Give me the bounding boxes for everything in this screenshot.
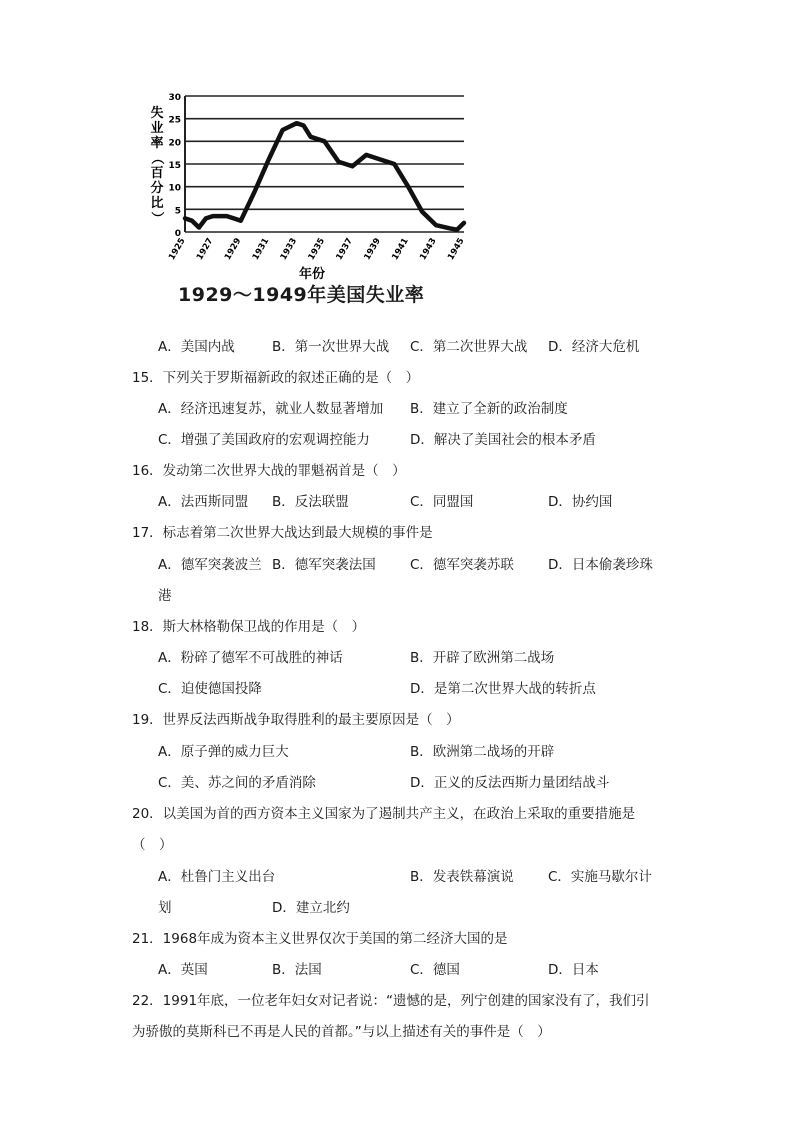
series-line xyxy=(185,123,464,230)
q14-option-c[interactable]: C．第二次世界大战 xyxy=(410,339,528,355)
q15-option-d[interactable]: D．解决了美国社会的根本矛盾 xyxy=(410,432,596,448)
y-tick-label: 25 xyxy=(168,115,181,126)
q19-option-a[interactable]: A．原子弹的威力巨大 xyxy=(158,744,289,760)
y-tick-label: 10 xyxy=(168,183,181,194)
q15-option-b[interactable]: B．建立了全新的政治制度 xyxy=(410,401,568,417)
q16-option-a[interactable]: A．法西斯同盟 xyxy=(158,494,249,510)
x-tick-label: 1939 xyxy=(362,236,383,263)
x-tick-label: 1931 xyxy=(250,236,272,263)
q18-option-b[interactable]: B．开辟了欧洲第二战场 xyxy=(410,650,555,666)
q21-option-a[interactable]: A．英国 xyxy=(158,962,208,978)
q20-stem: 20．以美国为首的西方资本主义国家为了遏制共产主义，在政治上采取的重要措施是 xyxy=(132,806,636,822)
unemployment-chart xyxy=(140,86,480,286)
y-tick-label: 5 xyxy=(174,206,181,217)
x-tick-label: 1929 xyxy=(222,236,244,263)
q16-option-b[interactable]: B．反法联盟 xyxy=(272,494,349,510)
q19-option-b[interactable]: B．欧洲第二战场的开辟 xyxy=(410,744,555,760)
y-tick-labels xyxy=(168,93,181,239)
q17-option-d[interactable]: D．日本偷袭珍珠 xyxy=(548,557,653,573)
q19-stem: 19．世界反法西斯战争取得胜利的最主要原因是（ ） xyxy=(132,712,460,728)
x-tick-labels xyxy=(167,236,467,262)
q16-stem: 16．发动第二次世界大战的罪魁祸首是（ ） xyxy=(132,463,406,479)
q14-option-d[interactable]: D．经济大危机 xyxy=(548,339,640,355)
x-tick-label: 1943 xyxy=(418,236,439,263)
x-tick-label: 1945 xyxy=(446,236,467,263)
y-axis-label-char: 失 xyxy=(150,106,164,121)
y-tick-label: 0 xyxy=(174,229,181,239)
q16-option-d[interactable]: D．协约国 xyxy=(548,494,613,510)
q22-stem: 22．1991年底，一位老年妇女对记者说：“遗憾的是，列宁创建的国家没有了，我们引 xyxy=(132,993,650,1009)
q21-option-d[interactable]: D．日本 xyxy=(548,962,599,978)
q16-option-c[interactable]: C．同盟国 xyxy=(410,494,474,510)
y-tick-label: 30 xyxy=(168,93,181,103)
q18-option-c[interactable]: C．迫使德国投降 xyxy=(158,681,262,697)
q15-option-c[interactable]: C．增强了美国政府的宏观调控能力 xyxy=(158,432,370,448)
q17-option-b[interactable]: B．德军突袭法国 xyxy=(272,557,376,573)
y-axis-label-char: 百 xyxy=(150,166,164,181)
y-tick-label: 20 xyxy=(168,138,181,149)
x-tick-label: 1927 xyxy=(195,236,216,263)
q18-option-a[interactable]: A．粉碎了德军不可战胜的神话 xyxy=(158,650,343,666)
x-axis-label: 年份 xyxy=(298,267,326,282)
y-axis-label-char: ） xyxy=(149,211,164,225)
y-axis-label-char: 业 xyxy=(150,121,164,136)
q20-option-a[interactable]: A．杜鲁门主义出台 xyxy=(158,869,276,885)
q17-option-a[interactable]: A．德军突袭波兰 xyxy=(158,557,262,573)
q17-option-d-wrap: 港 xyxy=(158,588,172,604)
q20-option-c-wrap: 划 xyxy=(158,900,172,916)
q18-option-d[interactable]: D．是第二次世界大战的转折点 xyxy=(410,681,596,697)
y-axis-label-char: 分 xyxy=(150,181,164,196)
q19-option-d[interactable]: D．正义的反法西斯力量团结战斗 xyxy=(410,775,610,791)
q15-option-a[interactable]: A．经济迅速复苏，就业人数显著增加 xyxy=(158,401,384,417)
q20-option-d[interactable]: D．建立北约 xyxy=(272,900,350,916)
q18-stem: 18．斯大林格勒保卫战的作用是（ ） xyxy=(132,619,366,635)
q14-option-a[interactable]: A．美国内战 xyxy=(158,339,235,355)
y-axis-label-char: （ xyxy=(149,151,164,165)
q17-option-c[interactable]: C．德军突袭苏联 xyxy=(410,557,514,573)
q20-option-b[interactable]: B．发表铁幕演说 xyxy=(410,869,514,885)
q14-option-b[interactable]: B．第一次世界大战 xyxy=(272,339,390,355)
x-tick-label: 1933 xyxy=(278,236,300,263)
q20-stem-wrap: （ ） xyxy=(132,837,173,853)
q17-stem: 17．标志着第二次世界大战达到最大规模的事件是 xyxy=(132,525,433,541)
x-tick-label: 1925 xyxy=(167,236,188,263)
x-tick-label: 1941 xyxy=(390,236,411,263)
q15-stem: 15．下列关于罗斯福新政的叙述正确的是（ ） xyxy=(132,370,420,386)
q21-option-c[interactable]: C．德国 xyxy=(410,962,460,978)
chart-title: 1929～1949年美国失业率 xyxy=(178,284,425,306)
x-tick-label: 1935 xyxy=(306,236,328,263)
x-tick-label: 1937 xyxy=(334,236,355,263)
y-axis-label-char: 比 xyxy=(150,196,164,211)
q20-option-c[interactable]: C．实施马歇尔计 xyxy=(548,869,652,885)
y-axis-label xyxy=(149,105,165,225)
q21-stem: 21．1968年成为资本主义世界仅次于美国的第二经济大国的是 xyxy=(132,931,508,947)
q21-option-b[interactable]: B．法国 xyxy=(272,962,322,978)
y-axis-label-char: 率 xyxy=(150,136,164,151)
y-tick-label: 15 xyxy=(168,161,181,171)
q19-option-c[interactable]: C．美、苏之间的矛盾消除 xyxy=(158,775,316,791)
q22-stem-wrap: 为骄傲的莫斯科已不再是人民的首都。”与以上描述有关的事件是（ ） xyxy=(132,1024,551,1040)
